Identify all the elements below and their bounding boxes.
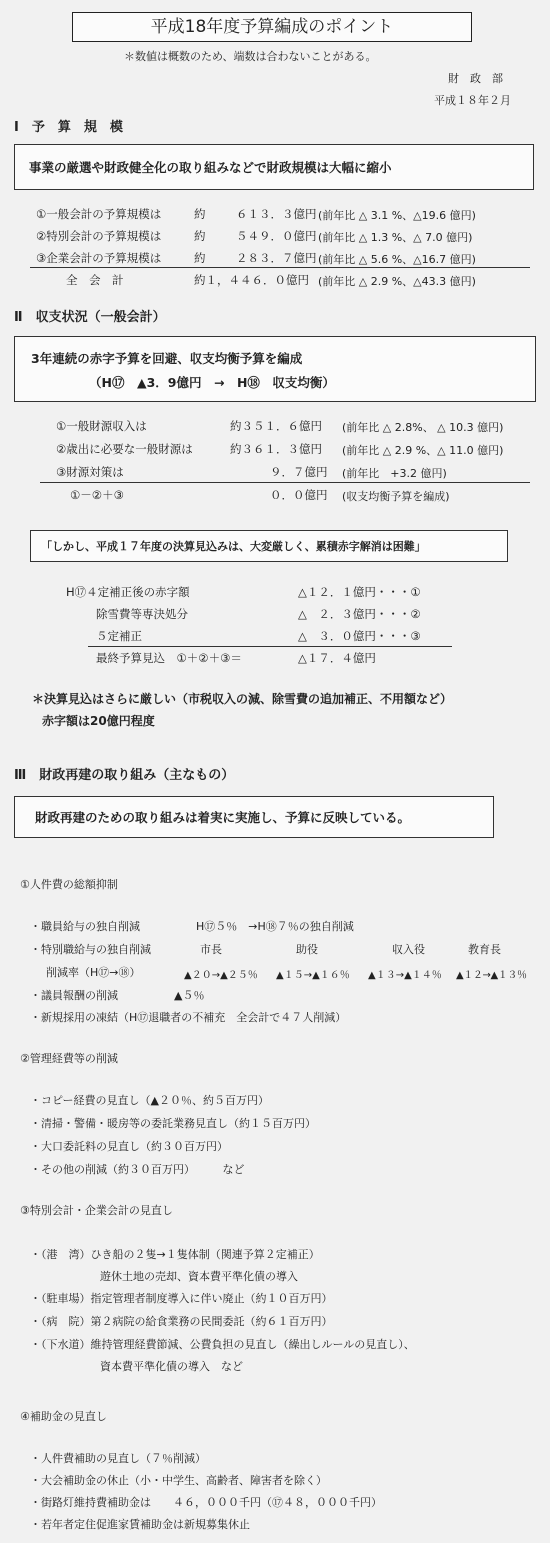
subsidy-title: ④補助金の見直し	[20, 1410, 107, 1423]
budget-special-yaku: 約	[194, 229, 206, 243]
section1-heading: Ⅰ 予 算 規 模	[14, 120, 123, 135]
total-divider	[30, 267, 530, 268]
final-estimate-label: 最終予算見込 ①＋②＋③＝	[96, 651, 242, 665]
deficit-row-amount-3: △ ３．０億円・・・③	[298, 629, 421, 643]
budget-general-yaku: 約	[194, 207, 206, 221]
balance-amount: ０．０億円	[270, 488, 328, 502]
final-divider	[88, 646, 452, 647]
subsidy-item-3: ・街路灯維持費補助金は ４６，０００千円（⑰４８，０００千円）	[30, 1496, 382, 1509]
admin-cost-item-2: ・清掃・警備・暖房等の委託業務見直し（約１５百万円）	[30, 1117, 316, 1130]
budget-general-amount: ６１３．３億円	[236, 207, 317, 221]
position-superintendent: 教育長	[468, 943, 501, 956]
special-accounts-item-4: ・（下水道）維持管理経費節減、公費負担の見直し（繰出しルールの見直し）、	[30, 1338, 415, 1351]
section2-box-line1: 3年連続の赤字予算を回避、収支均衡予算を編成	[31, 351, 303, 366]
budget-special-amount: ５４９．０億円	[236, 229, 317, 243]
revenue-label: ①一般財源収入は	[56, 419, 147, 433]
council-pay-label: ・議員報酬の削減	[30, 989, 118, 1002]
budget-enterprise-comparison: (前年比 △ 5.6 %、△16.7 億円)	[318, 253, 476, 266]
budget-general-comparison: (前年比 △ 3.1 %、△19.6 億円)	[318, 209, 476, 222]
council-pay-value: ▲５％	[174, 989, 205, 1002]
special-accounts-item-3: ・（病 院）第２病院の給食業務の民間委託（約６１百万円）	[30, 1315, 333, 1328]
publish-date: 平成１８年２月	[434, 94, 511, 107]
budget-enterprise-amount: ２８３．７億円	[236, 251, 317, 265]
special-accounts-item-1-cont: 遊休土地の売却、資本費平準化債の導入	[100, 1270, 298, 1283]
rate-deputy-mayor: ▲１５→▲１６％	[276, 970, 350, 981]
fiscal-measure-comparison: (前年比 +3.2 億円)	[342, 467, 447, 480]
staff-salary-value: H⑰５％ →H⑱７％の独自削減	[196, 920, 354, 933]
budget-general-label: ①一般会計の予算規模は	[36, 207, 162, 221]
budget-total-comparison: (前年比 △ 2.9 %、△43.3 億円)	[318, 275, 476, 288]
rounding-note: ＊数値は概数のため、端数は合わないことがある。	[124, 50, 377, 63]
admin-cost-item-1: ・コピー経費の見直し（▲２０％、約５百万円）	[30, 1094, 270, 1107]
section2-heading: Ⅱ 収支状況（一般会計）	[14, 310, 166, 325]
balance-divider	[40, 482, 530, 483]
section2-summary-box	[14, 336, 536, 402]
hiring-freeze-item: ・新規採用の凍結（H⑰退職者の不補充 全会計で４７人削減）	[30, 1011, 347, 1024]
admin-cost-item-4: ・その他の削減（約３０百万円） など	[30, 1163, 245, 1176]
admin-cost-item-3: ・大口委託料の見直し（約３０百万円）	[30, 1140, 228, 1153]
budget-special-comparison: (前年比 △ 1.3 %、△ 7.0 億円)	[318, 231, 473, 244]
department-name: 財 政 部	[448, 72, 503, 85]
fiscal-measure-label: ③財源対策は	[56, 465, 124, 479]
revenue-comparison: (前年比 △ 2.8%、 △ 10.3 億円)	[342, 421, 504, 434]
reduction-rate-label: 削減率（H⑰→⑱）	[46, 966, 141, 979]
revenue-amount: 約３５１．６億円	[230, 419, 322, 433]
personnel-cost-title: ①人件費の総額抑制	[20, 878, 118, 891]
admin-cost-title: ②管理経費等の削減	[20, 1052, 118, 1065]
section3-summary-box: 財政再建のための取り組みは着実に実施し、予算に反映している。	[14, 796, 494, 838]
page-title: 平成18年度予算編成のポイント	[72, 12, 472, 42]
expenditure-comparison: (前年比 △ 2.9 %、△ 11.0 億円)	[342, 444, 504, 457]
deficit-row-amount-1: △１２．１億円・・・①	[298, 585, 421, 599]
subsidy-item-1: ・人件費補助の見直し（７％削減）	[30, 1452, 206, 1465]
staff-salary-label: ・職員給与の独自削減	[30, 920, 140, 933]
expenditure-label: ②歳出に必要な一般財源は	[56, 442, 193, 456]
section2-box-line2: （H⑰ ▲3．9億円 → H⑱ 収支均衡）	[89, 375, 335, 390]
budget-enterprise-yaku: 約	[194, 251, 206, 265]
special-accounts-item-2: ・（駐車場）指定管理者制度導入に伴い廃止（約１０百万円）	[30, 1292, 333, 1305]
deficit-row-label-2: 除雪費等専決処分	[96, 607, 188, 621]
position-deputy-mayor: 助役	[296, 943, 318, 956]
final-estimate-amount: △１７．４億円	[298, 651, 376, 665]
expenditure-amount: 約３６１．３億円	[230, 442, 322, 456]
deficit-row-label-1: H⑰４定補正後の赤字額	[66, 585, 190, 599]
fiscal-measure-amount: ９．７億円	[270, 465, 328, 479]
balance-comparison: (収支均衡予算を編成)	[342, 490, 450, 503]
budget-enterprise-label: ③企業会計の予算規模は	[36, 251, 162, 265]
section3-heading: Ⅲ 財政再建の取り組み（主なもの）	[14, 768, 235, 783]
balance-label: ①－②＋③	[70, 488, 124, 502]
special-accounts-item-4-cont: 資本費平準化債の導入 など	[100, 1360, 243, 1373]
settlement-warning-line1: ＊決算見込はさらに厳しい（市税収入の減、除雪費の追加補正、不用額など）	[32, 692, 453, 706]
position-treasurer: 収入役	[392, 943, 425, 956]
position-mayor: 市長	[200, 943, 222, 956]
deficit-row-label-3: ５定補正	[96, 629, 142, 643]
rate-treasurer: ▲１３→▲１４％	[368, 970, 442, 981]
special-salary-label: ・特別職給与の独自削減	[30, 943, 151, 956]
special-accounts-item-1: ・（港 湾）ひき船の２隻→１隻体制（関連予算２定補正）	[30, 1248, 320, 1261]
rate-mayor: ▲２０→▲２５％	[184, 970, 258, 981]
section1-summary-box: 事業の厳選や財政健全化の取り組みなどで財政規模は大幅に縮小	[14, 144, 534, 190]
budget-special-label: ②特別会計の予算規模は	[36, 229, 162, 243]
subsidy-item-2: ・大会補助金の休止（小・中学生、高齢者、障害者を除く）	[30, 1474, 327, 1487]
deficit-row-amount-2: △ ２．３億円・・・②	[298, 607, 421, 621]
rate-superintendent: ▲１２→▲１３％	[456, 970, 527, 981]
subsidy-item-4: ・若年者定住促進家賃補助金は新規募集休止	[30, 1518, 250, 1531]
budget-total-label: 全 会 計	[66, 273, 124, 287]
settlement-warning-line2: 赤字額は20億円程度	[42, 714, 155, 728]
settlement-outlook-box: 「しかし、平成１７年度の決算見込みは、大変厳しく、累積赤字解消は困難」	[30, 530, 508, 562]
special-accounts-title: ③特別会計・企業会計の見直し	[20, 1204, 173, 1217]
budget-total-amount: 約１，４４６．０億円	[194, 273, 309, 287]
